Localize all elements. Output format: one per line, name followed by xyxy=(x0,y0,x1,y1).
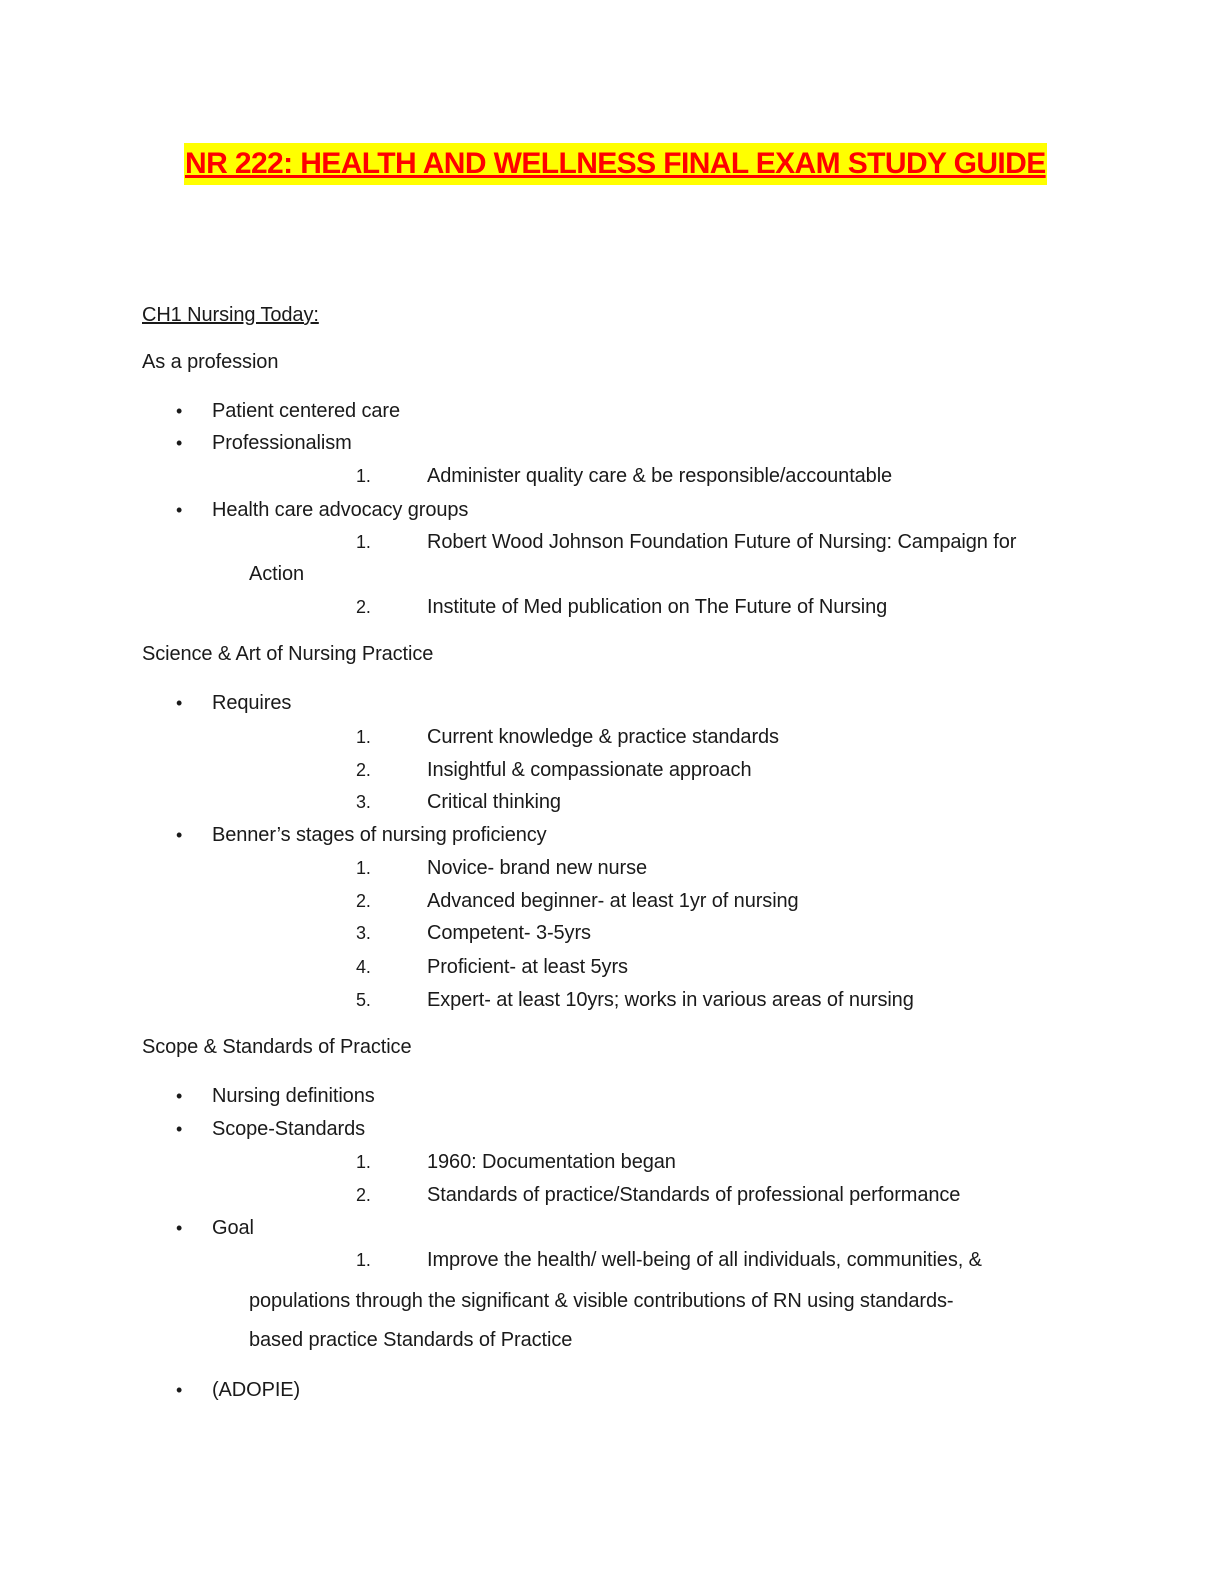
bullet-marker: • xyxy=(176,401,183,421)
bullet-marker: • xyxy=(176,1218,183,1238)
bullet-item: Goal xyxy=(212,1217,254,1239)
bullet-item: Nursing definitions xyxy=(212,1085,375,1107)
list-number: 4. xyxy=(356,957,371,977)
chapter-heading: CH1 Nursing Today: xyxy=(142,304,319,326)
list-number: 3. xyxy=(356,792,371,812)
list-item: Standards of practice/Standards of professional performance xyxy=(427,1184,961,1206)
bullet-item: Professionalism xyxy=(212,432,352,454)
bullet-item: Requires xyxy=(212,692,292,714)
list-item: Proficient- at least 5yrs xyxy=(427,956,628,978)
list-number: 5. xyxy=(356,990,371,1010)
list-item: Advanced beginner- at least 1yr of nursing xyxy=(427,890,799,912)
list-number: 1. xyxy=(356,727,371,747)
bullet-item: Patient centered care xyxy=(212,400,401,422)
list-item-continuation: based practice Standards of Practice xyxy=(249,1329,573,1351)
list-number: 1. xyxy=(356,858,371,878)
bullet-marker: • xyxy=(176,1086,183,1106)
bullet-marker: • xyxy=(176,433,183,453)
list-item-continuation: Action xyxy=(249,563,304,585)
list-number: 1. xyxy=(356,1250,371,1270)
bullet-item: Benner’s stages of nursing proficiency xyxy=(212,824,547,846)
section-heading-science: Science & Art of Nursing Practice xyxy=(142,643,434,665)
list-item: Current knowledge & practice standards xyxy=(427,726,779,748)
section-heading-profession: As a profession xyxy=(142,351,279,373)
list-item: Competent- 3-5yrs xyxy=(427,922,591,944)
section-heading-scope: Scope & Standards of Practice xyxy=(142,1036,412,1058)
bullet-item: (ADOPIE) xyxy=(212,1379,301,1401)
bullet-marker: • xyxy=(176,693,183,713)
list-item-continuation: populations through the significant & visible contributions of RN using standards- xyxy=(249,1290,954,1312)
list-number: 1. xyxy=(356,466,371,486)
list-number: 2. xyxy=(356,760,371,780)
list-number: 2. xyxy=(356,891,371,911)
list-number: 2. xyxy=(356,597,371,617)
list-item: Critical thinking xyxy=(427,791,561,813)
list-item: Institute of Med publication on The Future of Nursing xyxy=(427,596,888,618)
list-item: Novice- brand new nurse xyxy=(427,857,648,879)
list-item: Expert- at least 10yrs; works in various areas of nursing xyxy=(427,989,914,1011)
list-item: Administer quality care & be responsible/accountable xyxy=(427,465,893,487)
list-item: Robert Wood Johnson Foundation Future of Nursing: Campaign for xyxy=(427,531,1017,553)
bullet-marker: • xyxy=(176,825,183,845)
list-item: Insightful & compassionate approach xyxy=(427,759,752,781)
list-number: 1. xyxy=(356,532,371,552)
bullet-marker: • xyxy=(176,500,183,520)
list-number: 3. xyxy=(356,923,371,943)
list-item: 1960: Documentation began xyxy=(427,1151,676,1173)
list-number: 1. xyxy=(356,1152,371,1172)
document-title: NR 222: HEALTH AND WELLNESS FINAL EXAM STUDY GUIDE xyxy=(184,143,1047,185)
list-number: 2. xyxy=(356,1185,371,1205)
bullet-marker: • xyxy=(176,1380,183,1400)
bullet-marker: • xyxy=(176,1119,183,1139)
bullet-item: Health care advocacy groups xyxy=(212,499,469,521)
bullet-item: Scope-Standards xyxy=(212,1118,366,1140)
list-item: Improve the health/ well-being of all individuals, communities, & xyxy=(427,1249,982,1271)
